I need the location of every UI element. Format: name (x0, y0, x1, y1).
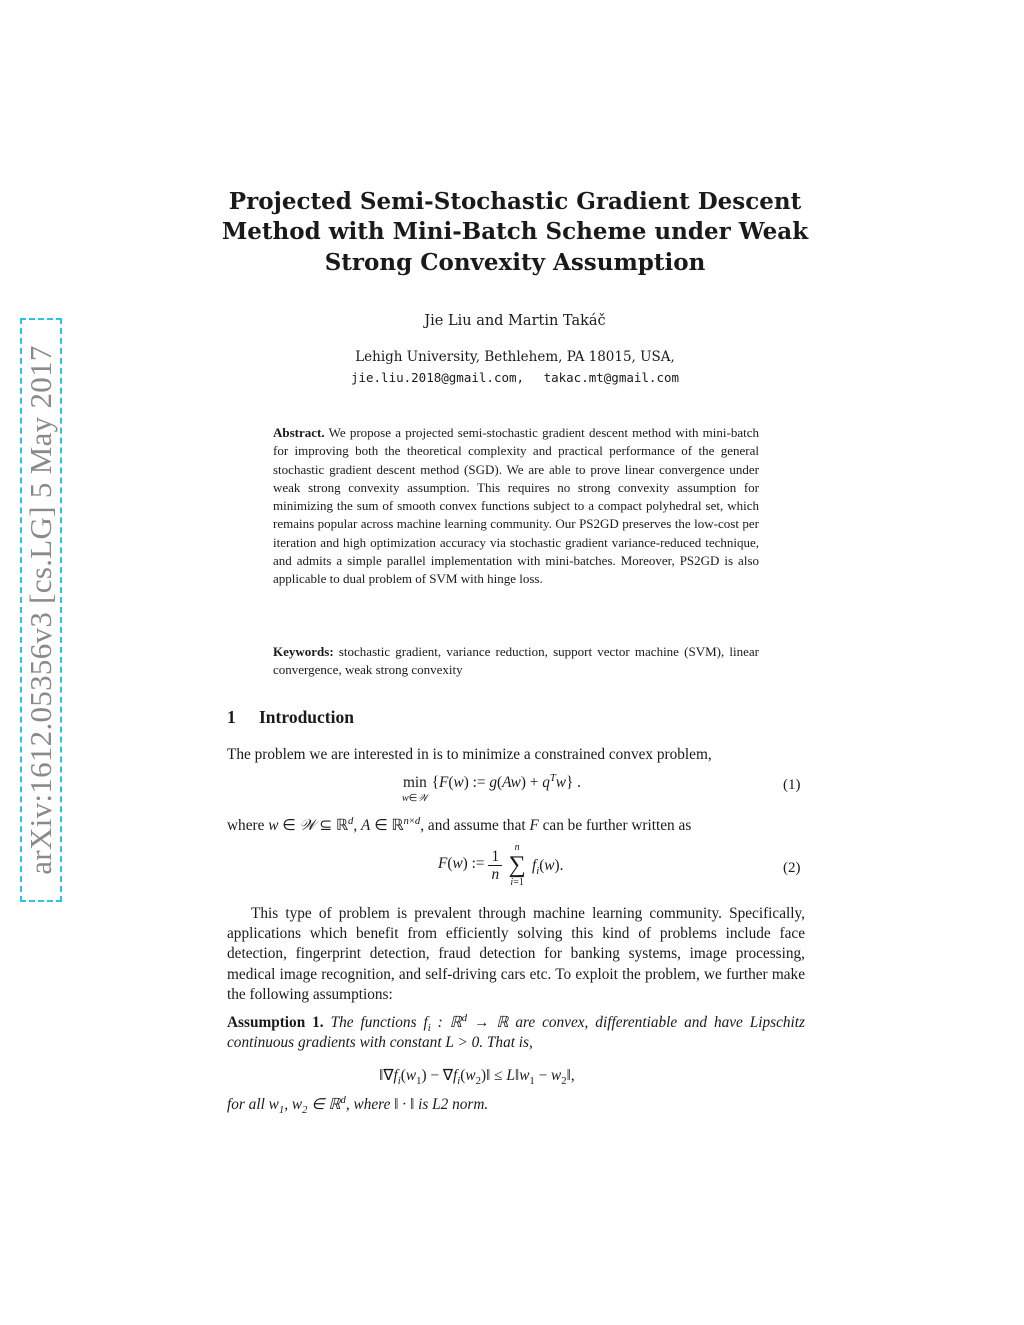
equation-2: F(w) := $\frac{1}{n}$ n ∑ i=1 $f_i(w)$. (438, 842, 564, 888)
assumption-1: Assumption 1. The functions $f_i$ : ℝ$^d$ → ℝ are convex, differentiable and have Lipschitz continuous gradients with constant L > 0. That is, (227, 1011, 806, 1052)
paper-title-line-2: Method with Mini-Batch Scheme under Weak (221, 218, 809, 245)
arxiv-stamp (20, 318, 62, 902)
authors: Jie Liu and Martin Takáč (424, 313, 606, 329)
paper-title-line-3: Strong Convexity Assumption (324, 249, 706, 276)
keywords-text: stochastic gradient, variance reduction, support vector machine (SVM), linear convergence, weak strong convexity (273, 644, 759, 678)
emails (200, 370, 830, 385)
paper-title-line-1: Projected Semi-Stochastic Gradient Descent (228, 188, 802, 215)
keywords (273, 643, 759, 680)
equation-2-number: (2) (783, 860, 801, 876)
keywords-label: Keywords: (273, 644, 334, 659)
equation-1-number: (1) (783, 777, 801, 793)
lipschitz-equation: $‖\nabla f_i(w_1)$ − $\nabla f_i(w_2)‖$ ≤ $L‖w_1$ − $w_2‖$, (379, 1067, 575, 1088)
assumption-label: Assumption 1. (227, 1014, 324, 1031)
equation-1: min $^{w\in 𝒲}$ {F(w) := $g(Aw) + q^Tw$} . (402, 771, 581, 804)
affiliation: Lehigh University, Bethlehem, PA 18015, USA, (355, 349, 675, 365)
intro-sentence: The problem we are interested in is to minimize a constrained convex problem, (227, 746, 712, 763)
abstract-text: We propose a projected semi-stochastic gradient descent method with mini-batch for improving both the theoretical complexity and practical performance of the general stochastic gradient descent method (SGD). We are able to prove linear convergence under weak strong convexity assumption. This requires no strong convexity assumption for minimizing the sum of smooth convex functions subject to a compact polyhedral set, which remains popular across machine learning community. Our PS2GD preserves the low-cost per iteration and high optimization accuracy via stochastic gradient variance-reduced technique, and admits a simple parallel implementation with mini-batches. Moreover, PS2GD is also applicable to dual problem of SVM with hinge loss. (273, 425, 759, 587)
section-heading (227, 707, 354, 728)
email-1: jie.liu.2018@gmail.com, (350, 370, 525, 385)
where-line: where w ∈ 𝒲 ⊆ ℝ$^d$, A ∈ ℝ$^{n\times d}$, and assume that F can be further written as (227, 814, 692, 834)
arxiv-stamp-text: arXiv:1612.05356v3 [cs.LG] 5 May 2017 (23, 345, 58, 875)
email-2: takac.mt@gmail.com (543, 370, 680, 385)
section-number: 1 (227, 707, 236, 727)
abstract (273, 424, 759, 589)
section-title: Introduction (259, 707, 354, 727)
assumption-footer: for all $w_1$, $w_2$ ∈ ℝ$^d$, where ‖ · ‖ is L2 norm. (227, 1093, 489, 1117)
paragraph-2: This type of problem is prevalent through machine learning community. Specifically, applications which benefit from efficiently solving this kind of problems include face detection, fingerprint detection, fraud detection for banking systems, image processing, medical image recognition, and self-driving cars etc. To exploit the problem, we further make the following assumptions: (227, 905, 805, 1003)
abstract-label: Abstract. (273, 425, 325, 440)
